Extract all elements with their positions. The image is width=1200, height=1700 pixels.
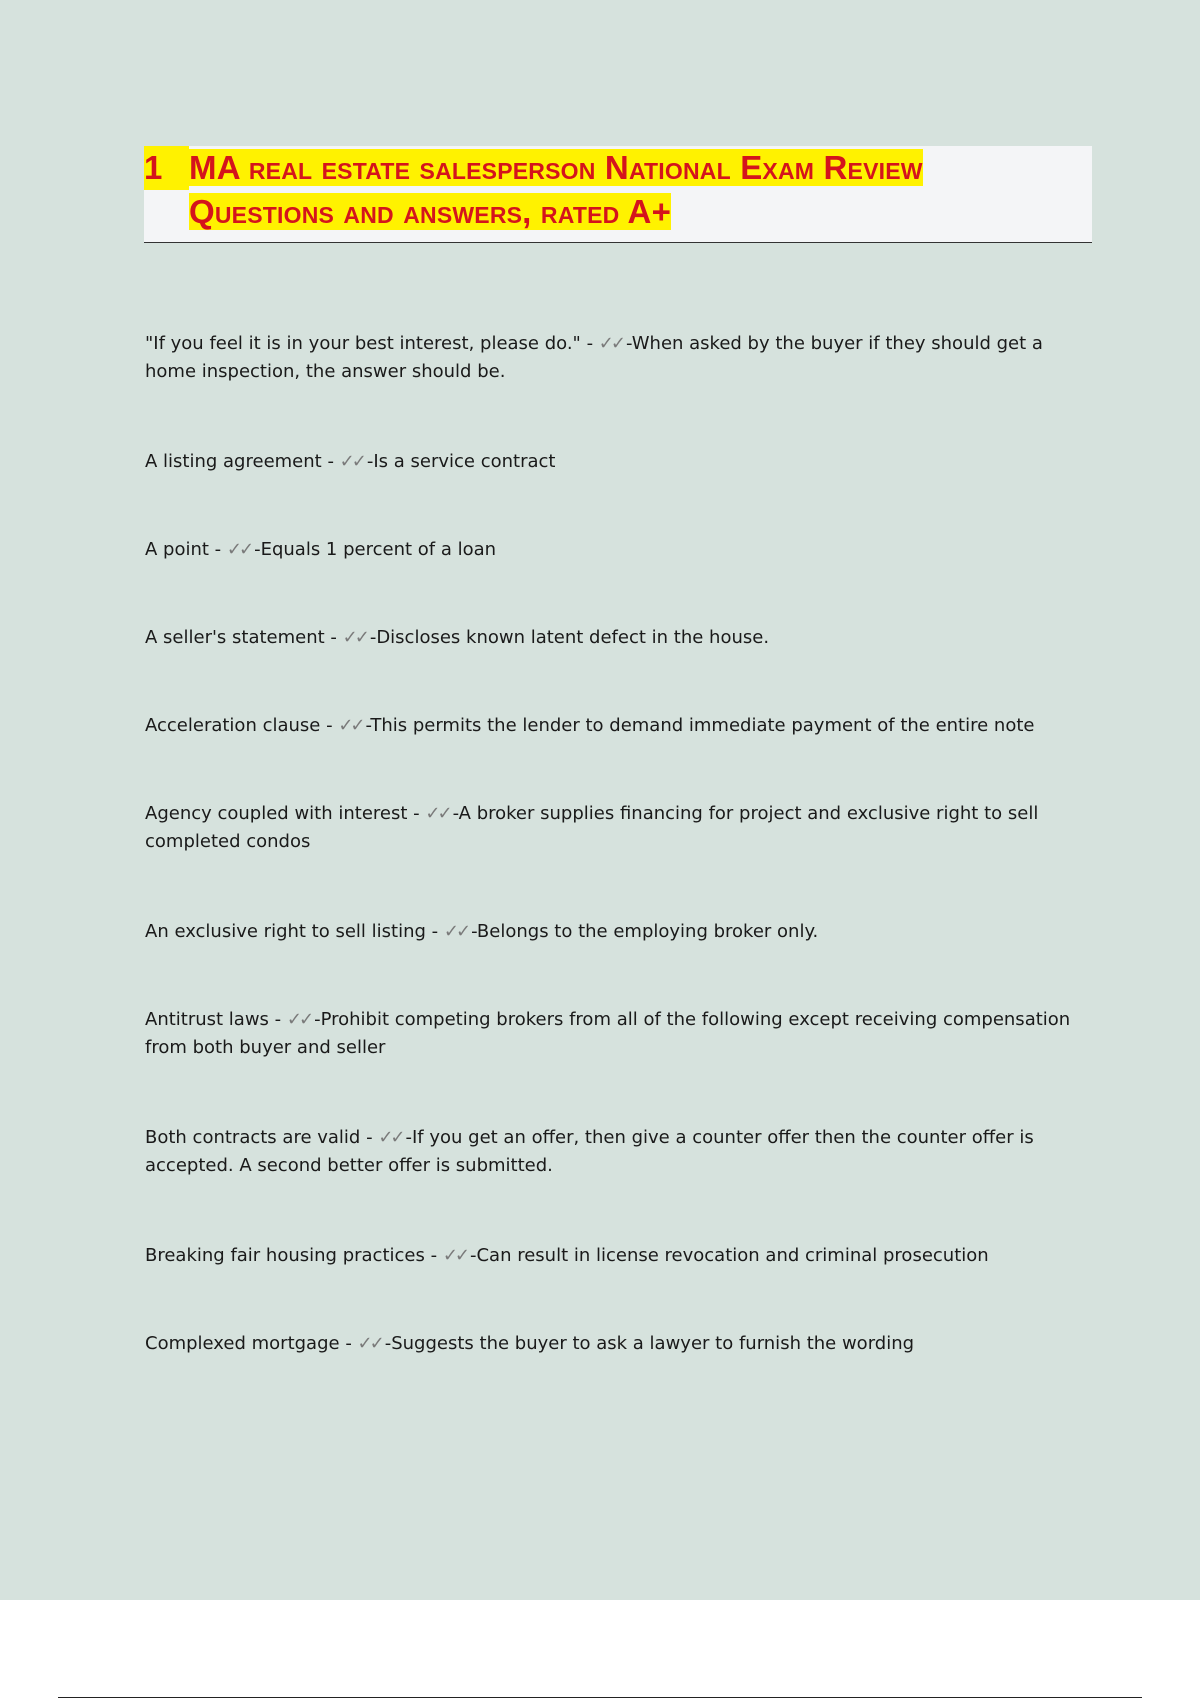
qa-item <box>145 712 1075 740</box>
qa-term: A point <box>145 539 209 560</box>
qa-term: Acceleration clause <box>145 715 321 736</box>
qa-separator: - <box>208 539 227 560</box>
qa-answer: When asked by the buyer if they should get a home inspection, the answer should be. <box>145 333 1043 382</box>
qa-item <box>145 624 1075 652</box>
footer-divider <box>58 1697 1142 1698</box>
answer-prefix: - <box>469 1245 477 1266</box>
qa-item <box>145 1242 1075 1270</box>
answer-prefix: - <box>254 539 261 560</box>
document-header <box>144 146 1092 243</box>
double-check-icon: ✓✓ <box>598 333 623 354</box>
answer-prefix: - <box>369 627 377 648</box>
qa-item <box>145 800 1075 856</box>
qa-item <box>145 1330 1075 1358</box>
qa-answer: Discloses known latent defect in the house. <box>376 627 770 648</box>
qa-separator: - <box>580 333 599 354</box>
qa-term: A listing agreement <box>145 451 322 472</box>
double-check-icon: ✓✓ <box>443 921 469 942</box>
double-check-icon: ✓✓ <box>339 451 364 472</box>
heading-number: 1 <box>144 146 189 190</box>
qa-list <box>145 330 1075 1358</box>
qa-term: "If you feel it is in your best interest, please do." <box>145 333 581 354</box>
qa-term: Complexed mortgage <box>145 1333 340 1354</box>
qa-term: Both contracts are valid <box>145 1127 361 1148</box>
qa-term: An exclusive right to sell listing <box>145 921 426 942</box>
qa-separator: - <box>425 921 444 942</box>
qa-term: Breaking fair housing practices <box>145 1245 425 1266</box>
answer-prefix: - <box>366 451 374 472</box>
qa-answer: Belongs to the employing broker only. <box>476 921 819 942</box>
qa-term: Antitrust laws <box>145 1009 269 1030</box>
qa-answer: Prohibit competing brokers from all of the following except receiving compensation from both buyer and seller <box>145 1009 1071 1058</box>
qa-separator: - <box>407 803 426 824</box>
answer-prefix: - <box>452 803 459 824</box>
qa-answer: Can result in license revocation and criminal prosecution <box>476 1245 989 1266</box>
qa-item <box>145 918 1075 946</box>
qa-term: Agency coupled with interest <box>145 803 408 824</box>
qa-separator: - <box>268 1009 287 1030</box>
qa-answer: Suggests the buyer to ask a lawyer to furnish the wording <box>391 1333 915 1354</box>
answer-prefix: - <box>365 715 371 736</box>
qa-answer: A broker supplies financing for project and exclusive right to sell completed condos <box>145 803 1039 852</box>
qa-separator: - <box>424 1245 443 1266</box>
qa-item <box>145 1124 1075 1180</box>
title-row-2 <box>144 190 1092 234</box>
qa-item <box>145 330 1075 386</box>
double-check-icon: ✓✓ <box>425 803 450 824</box>
qa-answer: If you get an offer, then give a counter offer then the counter offer is accepted. A second better offer is submitted. <box>145 1127 1034 1176</box>
answer-prefix: - <box>625 333 632 354</box>
qa-item <box>145 1006 1075 1062</box>
qa-answer: Equals 1 percent of a loan <box>260 539 497 560</box>
double-check-icon: ✓✓ <box>357 1333 382 1354</box>
double-check-icon: ✓✓ <box>226 539 252 560</box>
title-row-1 <box>144 146 1092 190</box>
answer-prefix: - <box>384 1333 392 1354</box>
qa-separator: - <box>320 715 339 736</box>
title-line-1: MA real estate salesperson National Exam Review <box>189 149 923 186</box>
qa-item <box>145 448 1075 476</box>
answer-prefix: - <box>471 921 477 942</box>
double-check-icon: ✓✓ <box>338 715 363 736</box>
qa-answer: Is a service contract <box>373 451 556 472</box>
qa-separator: - <box>339 1333 358 1354</box>
qa-answer: This permits the lender to demand immediate payment of the entire note <box>370 715 1035 736</box>
double-check-icon: ✓✓ <box>378 1127 403 1148</box>
answer-prefix: - <box>405 1127 412 1148</box>
qa-separator: - <box>324 627 343 648</box>
qa-term: A seller's statement <box>145 627 325 648</box>
qa-separator: - <box>321 451 340 472</box>
double-check-icon: ✓✓ <box>342 627 367 648</box>
answer-prefix: - <box>314 1009 321 1030</box>
qa-item <box>145 536 1075 564</box>
qa-separator: - <box>360 1127 379 1148</box>
double-check-icon: ✓✓ <box>286 1009 312 1030</box>
title-line-2: Questions and answers, rated A+ <box>189 193 672 230</box>
double-check-icon: ✓✓ <box>442 1245 467 1266</box>
